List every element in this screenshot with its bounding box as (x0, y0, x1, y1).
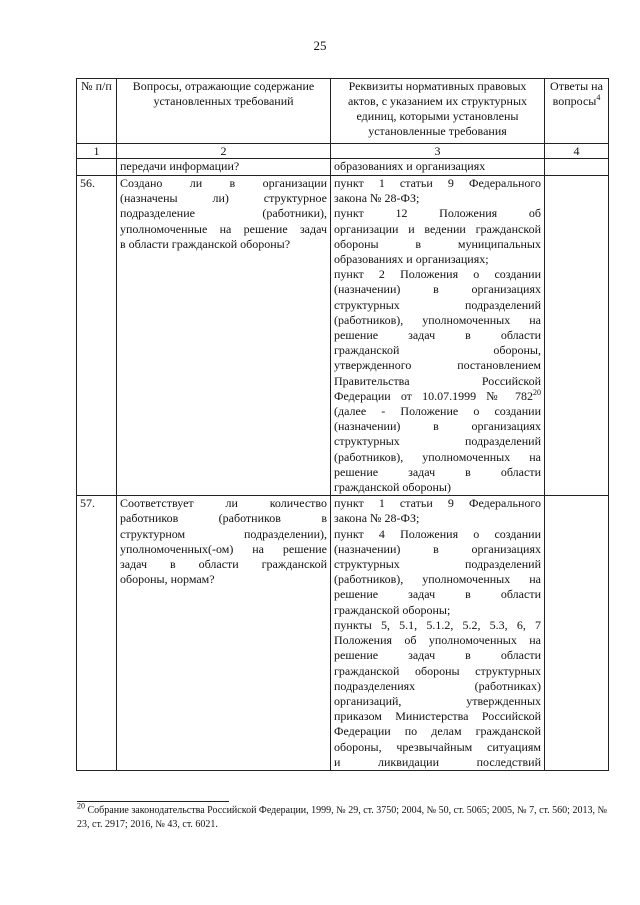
header-question: Вопросы, отражающие содержание установленных требований (117, 79, 331, 144)
text-line: уполномоченных(-ом) на решение (120, 541, 327, 556)
text-line: гражданской обороны структурных (334, 663, 541, 678)
text-line: (работников), уполномоченных на (334, 312, 541, 327)
footnote-mark-4: 4 (596, 93, 601, 102)
header-requisites: Реквизиты нормативных правовых актов, с указанием их структурных единиц, которыми установлены установленные требования (331, 79, 545, 144)
text-line: Положения об уполномоченных на (334, 633, 541, 648)
text-line: обороны в муниципальных (334, 236, 541, 251)
header-row (77, 79, 609, 144)
text-line: (назначены ли) структурное (120, 191, 327, 206)
footnote-divider (77, 801, 229, 802)
requirements-table (76, 78, 609, 771)
text-line: гражданской обороны) (334, 480, 451, 495)
text-line: приказом Министерства Российской (334, 709, 541, 724)
table-row (77, 176, 609, 496)
text-line: обороны, чрезвычайным ситуациям (334, 739, 541, 754)
text-line: (далее - Положение о создании (334, 404, 541, 419)
footnote-ref-20: 20 (533, 387, 541, 397)
footnote-text: Собрание законодательства Российской Федерации, 1999, № 29, ст. 3750; 2004, № 50, ст. 5065; 2005, № 7, ст. 560; 2013, № 23, ст. 2917; 2016, № 43, ст. 6021. (77, 805, 607, 830)
answer-cell (545, 176, 609, 496)
text-line: Создано ли в организации (120, 176, 327, 190)
text-line: решение задач в области (334, 464, 541, 479)
continuation-answer (545, 159, 609, 176)
footnote-mark: 20 (77, 801, 85, 811)
answer-cell (545, 496, 609, 771)
table-row (77, 496, 609, 771)
text-line: организации и ведении гражданской (334, 221, 541, 236)
column-number: 1 (77, 144, 117, 159)
row-number: 56. (77, 176, 117, 496)
text-line: работников (работников в (120, 511, 327, 526)
requisites-cell (331, 176, 545, 496)
text-line: пункт 1 статьи 9 Федерального (334, 176, 541, 190)
question-cell (117, 176, 331, 496)
text-line: структурных подразделений (334, 557, 541, 572)
header-num: № п/п (77, 79, 117, 144)
text-line: и ликвидации последствий (334, 754, 541, 769)
column-number-row (77, 144, 609, 159)
continuation-question: передачи информации? (117, 159, 331, 176)
text-line: пункт 12 Положения об (334, 206, 541, 221)
continuation-requisites: образованиях и организациях (331, 159, 545, 176)
continuation-num (77, 159, 117, 176)
text-line: обороны, нормам? (120, 572, 215, 587)
text-line: подразделениях (работниках) (334, 678, 541, 693)
text-line: структурном подразделении), (120, 526, 327, 541)
text-line: (назначении) в организациях (334, 282, 541, 297)
text-line: решение задач в области (334, 648, 541, 663)
column-number: 3 (331, 144, 545, 159)
text-line: гражданской обороны; (334, 602, 451, 617)
text-line: утвержденного постановлением (334, 358, 541, 373)
text-line: пункт 1 статьи 9 Федерального (334, 496, 541, 511)
column-number: 2 (117, 144, 331, 159)
text-line-main: Федерации от 10.07.1999 № 782 (334, 388, 533, 403)
continuation-row (77, 159, 609, 176)
text-line: уполномоченные на решение задач (120, 221, 327, 236)
text-line: Соответствует ли количество (120, 496, 327, 511)
text-line: задач в области гражданской (120, 557, 327, 572)
text-line: закона № 28-ФЗ; (334, 191, 420, 206)
text-line: Федерации по делам гражданской (334, 724, 541, 739)
text-line: Правительства Российской (334, 373, 541, 388)
text-line: закона № 28-ФЗ; (334, 511, 420, 526)
text-line: образованиях и организациях; (334, 252, 489, 267)
text-line: (работников), уполномоченных на (334, 449, 541, 464)
text-line: в области гражданской обороны? (120, 236, 291, 251)
text-line: (назначении) в организациях (334, 419, 541, 434)
text-line: решение задач в области (334, 587, 541, 602)
text-line: (работников), уполномоченных на (334, 572, 541, 587)
text-line: организаций, утвержденных (334, 693, 541, 708)
text-line: пункты 5, 5.1, 5.1.2, 5.2, 5.3, 6, 7 (334, 617, 541, 632)
text-line: пункт 4 Положения о создании (334, 526, 541, 541)
question-cell (117, 496, 331, 771)
column-number: 4 (545, 144, 609, 159)
text-line: подразделение (работники), (120, 206, 327, 221)
text-line (334, 389, 541, 404)
requisites-cell (331, 496, 545, 771)
text-line: решение задач в области (334, 328, 541, 343)
text-line: гражданской обороны, (334, 343, 541, 358)
header-answers-label: Ответы на вопросы (550, 79, 603, 108)
footnote (77, 801, 607, 832)
header-answers (545, 79, 609, 144)
page-number: 25 (313, 38, 327, 53)
text-line: пункт 2 Положения о создании (334, 267, 541, 282)
text-line: структурных подразделений (334, 434, 541, 449)
row-number: 57. (77, 496, 117, 771)
text-line: (назначении) в организациях (334, 541, 541, 556)
text-line: структурных подразделений (334, 297, 541, 312)
